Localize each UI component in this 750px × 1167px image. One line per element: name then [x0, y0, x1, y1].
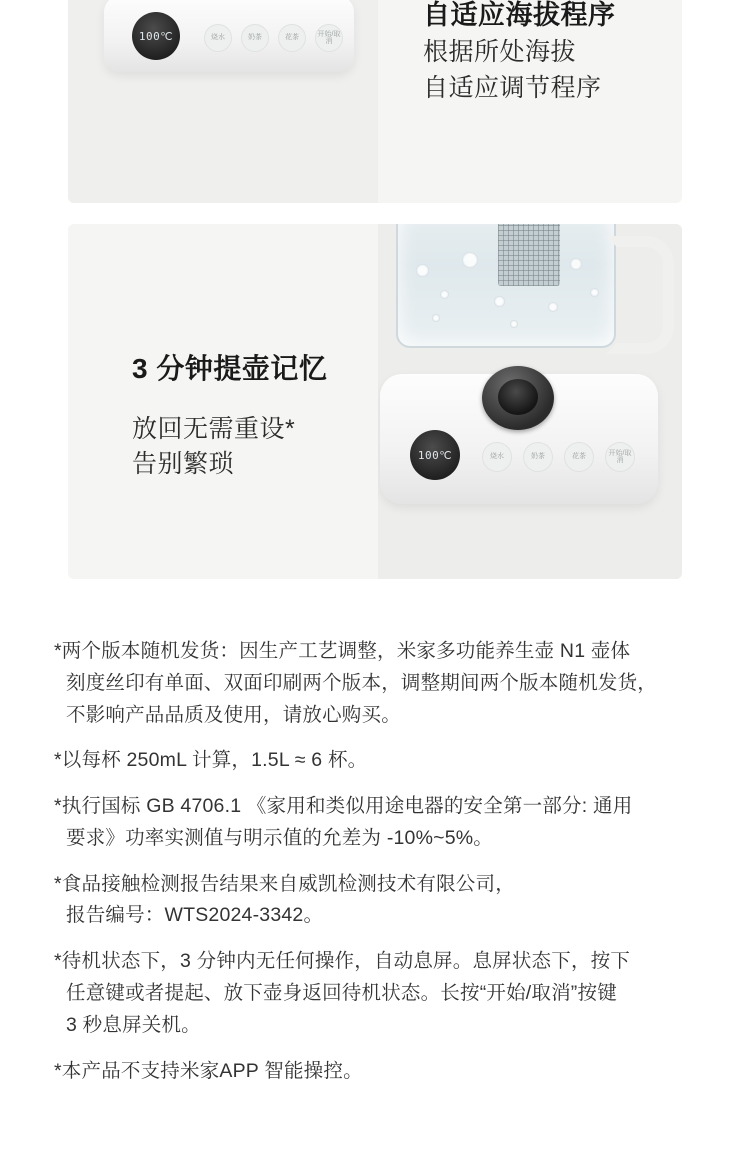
kettle-illustration-mid: [378, 224, 682, 579]
temperature-unit: ℃: [160, 29, 174, 43]
control-buttons[interactable]: [482, 442, 635, 472]
kettle-handle: [606, 236, 674, 354]
temperature-display: [132, 12, 180, 60]
altitude-panel: [68, 0, 682, 203]
footnote-line: *本产品不支持米家APP 智能操控。: [54, 1059, 363, 1082]
kettle-illustration-top: [68, 0, 378, 203]
button-flower-tea[interactable]: 花茶: [564, 442, 594, 472]
footnote-line: *以每杯 250mL 计算，1.5L ≈ 6 杯。: [54, 749, 368, 772]
kettle-filter-mesh: [498, 224, 560, 286]
footnote-line: 要求》功率实测值与明示值的允差为 -10%~5%。: [66, 826, 494, 849]
altitude-panel-line-2: 自适应调节程序: [423, 73, 602, 102]
footnote-no-app-support: [54, 1056, 714, 1088]
footnote-line: *食品接触检测报告结果来自威凯检测技术有限公司，: [54, 872, 515, 895]
footnote-food-contact-test: [54, 869, 714, 933]
footnote-line: *待机状态下，3 分钟内无任何操作，自动息屏。息屏状态下，按下: [54, 950, 631, 973]
footnote-line: 任意键或者提起、放下壶身返回待机状态。长按“开始/取消”按键: [66, 982, 617, 1005]
button-start-cancel[interactable]: 开始/取消: [315, 24, 343, 52]
footnote-line: 3 秒息屏关机。: [66, 1013, 201, 1036]
lift-memory-panel-line-2: 告别繁琐: [132, 450, 235, 479]
footnote-standby-screen-off: [54, 946, 714, 1041]
footnote-line: *两个版本随机发货：因生产工艺调整，米家多功能养生壶 N1 壶体: [54, 640, 631, 662]
temperature-value: 100: [138, 29, 161, 43]
button-milk-tea[interactable]: 奶茶: [241, 24, 269, 52]
footnote-line: *执行国标 GB 4706.1 《家用和类似用途电器的安全第一部分: 通用: [54, 795, 633, 818]
footnote-version-shipping: [54, 636, 714, 731]
button-milk-tea[interactable]: 奶茶: [523, 442, 553, 472]
temperature-value: 100: [417, 448, 440, 462]
temperature-unit: ℃: [439, 448, 453, 462]
button-boil[interactable]: 烧水: [482, 442, 512, 472]
footnote-cup-capacity: [54, 745, 714, 777]
footnote-national-standard: [54, 791, 714, 855]
button-flower-tea[interactable]: 花茶: [278, 24, 306, 52]
control-buttons[interactable]: [204, 24, 343, 52]
lift-memory-panel-headline: 3 分钟提壶记忆: [132, 353, 328, 384]
button-boil[interactable]: 烧水: [204, 24, 232, 52]
temperature-display: [410, 430, 460, 480]
lift-memory-panel: [68, 224, 682, 579]
button-start-cancel[interactable]: 开始/取消: [605, 442, 635, 472]
lift-memory-panel-text: [132, 349, 392, 483]
lift-memory-panel-line-1: 放回无需重设*: [132, 414, 296, 443]
altitude-panel-headline: 自适应海拔程序: [423, 0, 616, 30]
altitude-panel-photo: [68, 0, 378, 203]
footnotes-section: [54, 636, 714, 1101]
footnote-line: 报告编号：WTS2024-3342。: [66, 904, 324, 927]
footnote-line: 刻度丝印有单面、双面印刷两个版本，调整期间两个版本随机发货，: [66, 671, 658, 694]
altitude-panel-line-1: 根据所处海拔: [423, 38, 577, 67]
altitude-panel-text: [423, 0, 673, 106]
base-connector: [482, 366, 554, 430]
lift-memory-panel-photo: [378, 224, 682, 579]
footnote-line: 不影响产品品质及使用，请放心购买。: [66, 703, 401, 726]
